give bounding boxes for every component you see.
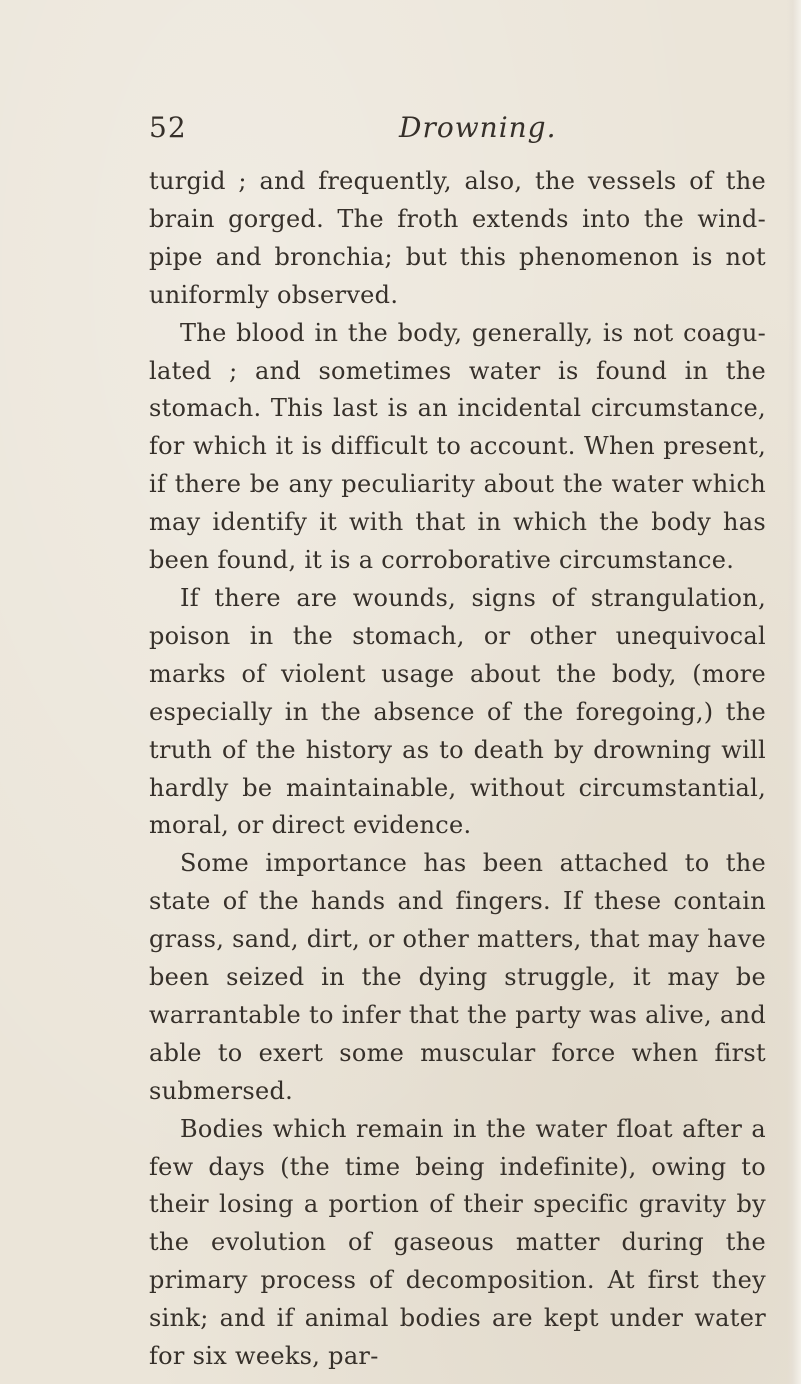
running-title: Drowning.: [399, 111, 557, 144]
page-edge: [787, 0, 801, 1384]
body-text: [149, 163, 766, 1376]
paragraph-continuation: turgid ; and frequently, also, the vessels of the brain gorged. The froth extends into the wind-pipe and bronchia; but this phenomenon is not uniformly observed.: [149, 167, 766, 309]
page-number: 52: [149, 111, 187, 144]
paragraph-blood: The blood in the body, generally, is not coagu- lated ; and sometimes water is found in the stomach. This last is an incidental circumstance, for which it is difficult to account. When present, if there be any peculiarity about the water which may identify it with that in which the body has been found, it is a corroborative circumstance.: [149, 318, 766, 575]
running-head: [149, 106, 669, 150]
paragraph-bodies: Bodies which remain in the water float after a few days (the time being indefinite), owing to their losing a portion of their specific gravity by the evolution of gaseous matter during the primary process of decomposition. At first they sink; and if animal bodies are kept under water for six weeks, par-: [149, 1114, 766, 1371]
paragraph-hands: Some importance has been attached to the state of the hands and fingers. If these contain grass, sand, dirt, or other matters, that may have been seized in the dying struggle, it may be warrantable to infer that the party was alive, and able to exert some muscular force when first submersed.: [149, 849, 766, 1105]
paragraph-wounds: If there are wounds, signs of strangulation, poison in the stomach, or other unequivocal marks of violent usage about the body, (more especially in the absence of the foregoing,) the truth of the history as to death by drowning will hardly be maintainable, without circumstantial, moral, or direct evidence.: [149, 583, 766, 840]
